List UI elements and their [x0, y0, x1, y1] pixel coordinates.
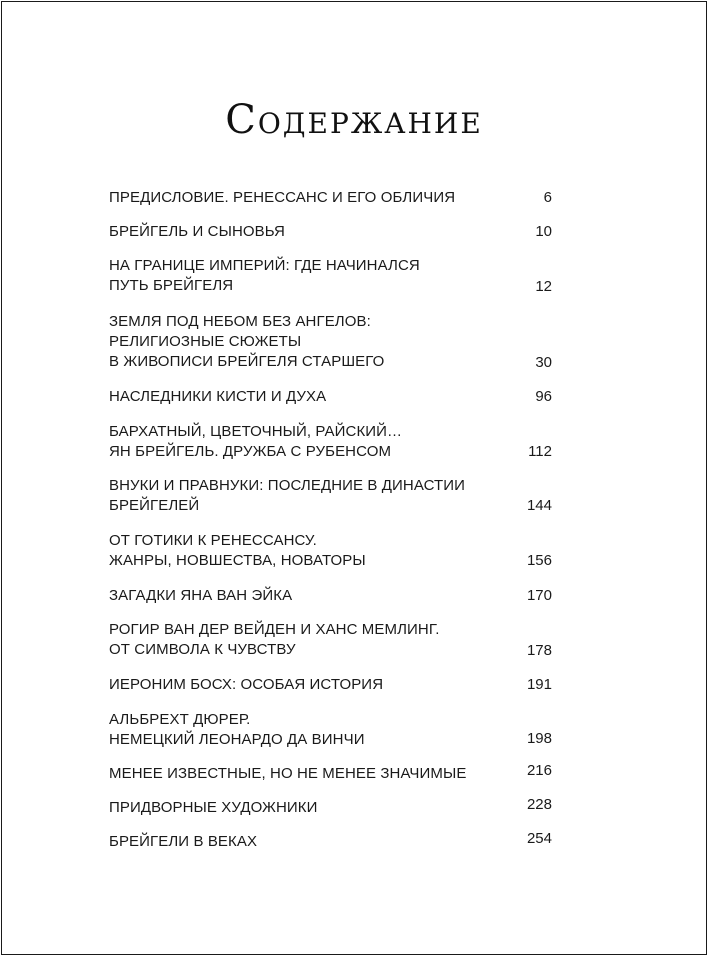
toc-page-number: 6	[543, 189, 552, 206]
toc-entry-title-line: НЕМЕЦКИЙ ЛЕОНАРДО ДА ВИНЧИ	[109, 731, 365, 748]
toc-entry-title	[109, 675, 509, 695]
toc-page-number: 254	[526, 830, 552, 847]
toc-page-number: 216	[526, 762, 552, 779]
toc-entry-title-line: ОТ ГОТИКИ К РЕНЕССАНСУ.	[109, 532, 317, 549]
toc-entry-title	[109, 387, 509, 407]
toc-entry-title-line: БРЕЙГЕЛЕЙ	[109, 497, 200, 514]
toc-entry-title-line: ИЕРОНИМ БОСХ: ОСОБАЯ ИСТОРИЯ	[109, 676, 384, 693]
toc-page-number: 191	[526, 676, 552, 693]
toc-entry-title	[109, 476, 509, 516]
toc-entry-title-line: БРЕЙГЕЛИ В ВЕКАХ	[109, 833, 258, 850]
toc-entry-title	[109, 422, 509, 462]
toc-page-number: 30	[535, 354, 552, 371]
toc-entry-title-line: ВНУКИ И ПРАВНУКИ: ПОСЛЕДНИЕ В ДИНАСТИИ	[109, 477, 466, 494]
toc-page-number: 156	[526, 552, 552, 569]
toc-entry-title-line: ЖАНРЫ, НОВШЕСТВА, НОВАТОРЫ	[109, 552, 366, 569]
toc-entry-title-line: ОТ СИМВОЛА К ЧУВСТВУ	[109, 641, 296, 658]
toc-page-number: 96	[535, 388, 552, 405]
toc-entry-title-line: НАСЛЕДНИКИ КИСТИ И ДУХА	[109, 388, 327, 405]
toc-entry-title-line: НА ГРАНИЦЕ ИМПЕРИЙ: ГДЕ НАЧИНАЛСЯ	[109, 257, 420, 274]
toc-page-number: 112	[528, 443, 552, 460]
toc-entry-title-line: ЗАГАДКИ ЯНА ВАН ЭЙКА	[109, 587, 293, 604]
toc-entry-title-line: ПУТЬ БРЕЙГЕЛЯ	[109, 277, 234, 294]
toc-page-number: 12	[535, 278, 552, 295]
toc-entry-title	[109, 312, 509, 372]
toc-entry-title	[109, 256, 509, 296]
toc-entry-title-line: АЛЬБРЕХТ ДЮРЕР.	[109, 711, 251, 728]
toc-entry-title	[109, 710, 509, 750]
toc-page-number: 198	[526, 730, 552, 747]
toc-entry-title	[109, 798, 509, 818]
toc-page-number: 228	[526, 796, 552, 813]
toc-entry-title	[109, 764, 509, 784]
toc-entry-title	[109, 832, 509, 852]
toc-entry-title-line: РЕЛИГИОЗНЫЕ СЮЖЕТЫ	[109, 333, 302, 350]
toc-entry-title	[109, 188, 509, 208]
toc-entry-title-line: ПРИДВОРНЫЕ ХУДОЖНИКИ	[109, 799, 318, 816]
toc-page-number: 10	[535, 223, 552, 240]
toc-page-number: 170	[526, 587, 552, 604]
toc-entry-title	[109, 222, 509, 242]
page-frame	[1, 1, 707, 955]
toc-entry-title-line: ЯН БРЕЙГЕЛЬ. ДРУЖБА С РУБЕНСОМ	[109, 443, 392, 460]
toc-entry-title-line: ПРЕДИСЛОВИЕ. РЕНЕССАНС И ЕГО ОБЛИЧИЯ	[109, 189, 456, 206]
toc-entry-title-line: РОГИР ВАН ДЕР ВЕЙДЕН И ХАНС МЕМЛИНГ.	[109, 621, 440, 638]
toc-entry-title	[109, 620, 509, 660]
toc-entry-title	[109, 531, 509, 571]
toc-entry-title	[109, 586, 509, 606]
toc-entry-title-line: БАРХАТНЫЙ, ЦВЕТОЧНЫЙ, РАЙСКИЙ…	[109, 423, 403, 440]
toc-entry-title-line: В ЖИВОПИСИ БРЕЙГЕЛЯ СТАРШЕГО	[109, 353, 385, 370]
toc-entry-title-line: БРЕЙГЕЛЬ И СЫНОВЬЯ	[109, 223, 285, 240]
toc-entry-title-line: МЕНЕЕ ИЗВЕСТНЫЕ, НО НЕ МЕНЕЕ ЗНАЧИМЫЕ	[109, 765, 467, 782]
toc-page-number: 178	[526, 642, 552, 659]
toc-page-number: 144	[526, 497, 552, 514]
toc-entry-title-line: ЗЕМЛЯ ПОД НЕБОМ БЕЗ АНГЕЛОВ:	[109, 313, 371, 330]
page-title: Содержание	[225, 97, 483, 143]
